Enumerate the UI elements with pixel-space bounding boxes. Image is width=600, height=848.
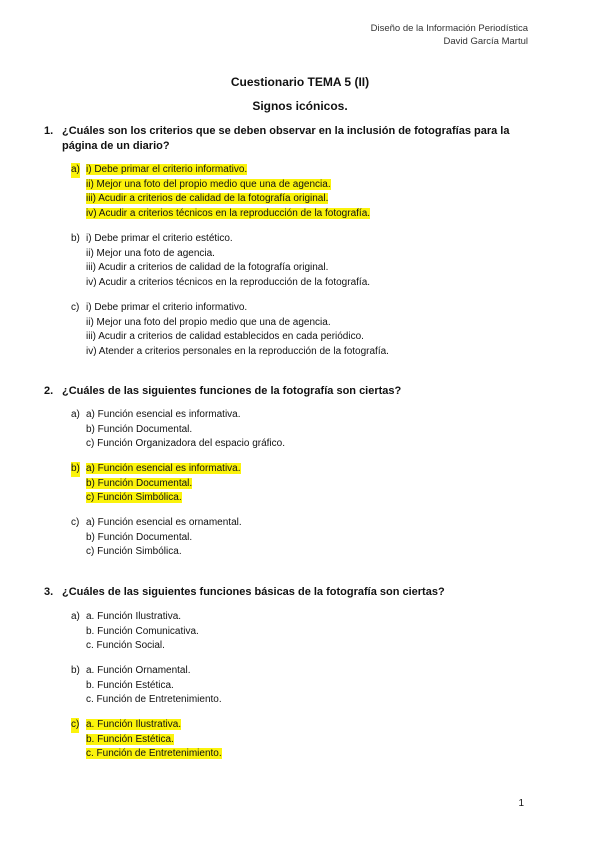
option-letter: a) bbox=[71, 163, 80, 178]
option-line: i) Debe primar el criterio informativo. bbox=[86, 302, 248, 313]
option-letter: b) bbox=[71, 462, 80, 477]
option-line: a. Función Ilustrativa. bbox=[86, 719, 182, 730]
option-line: i) Debe primar el criterio estético. bbox=[86, 233, 233, 244]
option-line: c. Función de Entretenimiento. bbox=[86, 694, 222, 706]
option-line: c. Función Social. bbox=[86, 640, 165, 652]
option-line: iv) Atender a criterios personales en la reproducción de la fotografía. bbox=[86, 345, 389, 357]
document-header bbox=[371, 22, 528, 48]
page-subtitle: Signos icónicos. bbox=[252, 99, 348, 113]
course-name: Diseño de la Información Periodística bbox=[370, 23, 528, 34]
question-2 bbox=[44, 384, 542, 399]
option-line: iii) Acudir a criterios de calidad de la fotografía original. bbox=[86, 193, 329, 205]
option-line: b) Función Documental. bbox=[86, 531, 193, 543]
option-line: iii) Acudir a criterios de calidad de la fotografía original. bbox=[86, 262, 329, 274]
author-name: David García Martul bbox=[443, 36, 528, 47]
question-text: ¿Cuáles de las siguientes funciones de la fotografía son ciertas? bbox=[62, 385, 402, 397]
option-line: c) Función Simbólica. bbox=[86, 546, 182, 558]
option-line: a. Función Ornamental. bbox=[86, 665, 191, 676]
option-line: ii) Mejor una foto de agencia. bbox=[86, 247, 215, 259]
option-2a bbox=[71, 408, 285, 452]
option-letter: c) bbox=[71, 517, 80, 528]
option-line: a) Función esencial es ornamental. bbox=[86, 517, 242, 528]
question-number: 3. bbox=[44, 586, 54, 598]
option-letter: c) bbox=[71, 718, 79, 733]
option-line: c) Función Simbólica. bbox=[86, 492, 182, 504]
option-3a bbox=[71, 610, 199, 654]
option-line: i) Debe primar el criterio informativo. bbox=[86, 164, 248, 175]
option-1a bbox=[71, 163, 370, 221]
question-text: ¿Cuáles de las siguientes funciones básicas de la fotografía son ciertas? bbox=[62, 586, 445, 598]
option-line: ii) Mejor una foto del propio medio que una de agencia. bbox=[86, 316, 331, 328]
option-line: b. Función Estética. bbox=[86, 679, 174, 691]
option-1b bbox=[71, 232, 370, 290]
option-1c bbox=[71, 301, 389, 359]
option-line: a) Función esencial es informativa. bbox=[86, 409, 241, 420]
option-line: b) Función Documental. bbox=[86, 477, 193, 489]
option-line: b. Función Comunicativa. bbox=[86, 625, 199, 637]
page-number: 1 bbox=[518, 798, 524, 809]
option-2c bbox=[71, 516, 242, 560]
option-line: iv) Acudir a criterios técnicos en la reproducción de la fotografía. bbox=[86, 207, 371, 219]
question-number: 2. bbox=[44, 385, 54, 397]
option-line: a) Función esencial es informativa. bbox=[86, 463, 241, 474]
option-3c bbox=[71, 718, 222, 762]
option-2b bbox=[71, 462, 241, 506]
option-line: ii) Mejor una foto del propio medio que una de agencia. bbox=[86, 178, 331, 190]
option-line: c. Función de Entretenimiento. bbox=[86, 748, 222, 760]
question-1 bbox=[44, 124, 542, 154]
option-letter: b) bbox=[71, 233, 80, 244]
option-letter: a) bbox=[71, 611, 80, 622]
option-3b bbox=[71, 664, 222, 708]
option-line: b. Función Estética. bbox=[86, 733, 174, 745]
option-letter: c) bbox=[71, 302, 80, 313]
option-line: c) Función Organizadora del espacio gráfico. bbox=[86, 438, 285, 450]
option-line: iii) Acudir a criterios de calidad establecidos en cada periódico. bbox=[86, 331, 364, 343]
question-text: ¿Cuáles son los criterios que se deben observar en la inclusión de fotografías para la página de un diario? bbox=[62, 125, 510, 152]
option-line: b) Función Documental. bbox=[86, 423, 193, 435]
question-3 bbox=[44, 585, 542, 600]
question-number: 1. bbox=[44, 125, 54, 137]
option-line: a. Función Ilustrativa. bbox=[86, 611, 182, 622]
option-letter: a) bbox=[71, 409, 80, 420]
option-line: iv) Acudir a criterios técnicos en la reproducción de la fotografía. bbox=[86, 276, 371, 288]
option-letter: b) bbox=[71, 665, 80, 676]
page-title: Cuestionario TEMA 5 (II) bbox=[230, 75, 370, 89]
